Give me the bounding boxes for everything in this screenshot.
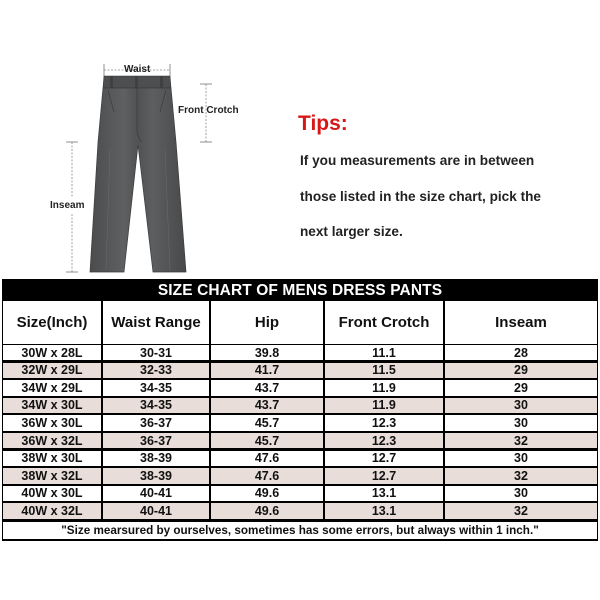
cell-inseam: 29 [445,363,597,378]
tips-line: If you measurements are in between [300,153,535,168]
cell-hip: 43.7 [211,398,323,413]
cell-front-crotch: 13.1 [325,503,443,518]
cell-front-crotch: 11.9 [325,398,443,413]
cell-size: 38W x 32L [3,468,101,483]
cell-hip: 41.7 [211,363,323,378]
cell-waist-range: 38-39 [103,451,209,466]
table-title: SIZE CHART OF MENS DRESS PANTS [2,279,598,301]
cell-front-crotch: 12.3 [325,415,443,430]
cell-front-crotch: 13.1 [325,486,443,501]
waist-label: Waist [124,64,151,75]
cell-size: 30W x 28L [3,345,101,360]
cell-size: 40W x 30L [3,486,101,501]
cell-waist-range: 40-41 [103,486,209,501]
cell-size: 34W x 29L [3,380,101,395]
cell-waist-range: 36-37 [103,415,209,430]
table-footnote: "Size mearsured by ourselves, sometimes has some errors, but always within 1 inch." [3,522,597,539]
cell-front-crotch: 11.1 [325,345,443,360]
cell-size: 38W x 30L [3,451,101,466]
cell-inseam: 30 [445,398,597,413]
pants-illustration [0,0,290,278]
cell-front-crotch: 12.3 [325,433,443,448]
cell-hip: 45.7 [211,415,323,430]
cell-front-crotch: 12.7 [325,451,443,466]
cell-hip: 43.7 [211,380,323,395]
header-waist-range: Waist Range [103,301,209,344]
header-size: Size(Inch) [3,301,101,344]
tips-line: next larger size. [300,224,403,239]
cell-inseam: 32 [445,433,597,448]
cell-inseam: 30 [445,415,597,430]
front-crotch-label: Front Crotch [178,105,239,116]
cell-front-crotch: 11.9 [325,380,443,395]
header-hip: Hip [211,301,323,344]
cell-waist-range: 34-35 [103,398,209,413]
cell-hip: 47.6 [211,451,323,466]
cell-inseam: 32 [445,503,597,518]
pants-diagram [0,0,290,278]
cell-inseam: 30 [445,451,597,466]
cell-waist-range: 40-41 [103,503,209,518]
cell-waist-range: 30-31 [103,345,209,360]
cell-waist-range: 36-37 [103,433,209,448]
cell-inseam: 30 [445,486,597,501]
cell-waist-range: 32-33 [103,363,209,378]
cell-front-crotch: 11.5 [325,363,443,378]
cell-front-crotch: 12.7 [325,468,443,483]
header-inseam: Inseam [445,301,597,344]
inseam-label: Inseam [50,200,85,211]
tips-title: Tips: [298,112,348,135]
cell-size: 36W x 30L [3,415,101,430]
cell-hip: 47.6 [211,468,323,483]
size-chart-table [2,279,598,541]
tips-line: those listed in the size chart, pick the [300,189,541,204]
cell-size: 34W x 30L [3,398,101,413]
cell-hip: 49.6 [211,486,323,501]
cell-hip: 45.7 [211,433,323,448]
cell-inseam: 28 [445,345,597,360]
cell-size: 40W x 32L [3,503,101,518]
cell-size: 32W x 29L [3,363,101,378]
cell-size: 36W x 32L [3,433,101,448]
cell-inseam: 32 [445,468,597,483]
cell-waist-range: 34-35 [103,380,209,395]
cell-hip: 39.8 [211,345,323,360]
cell-inseam: 29 [445,380,597,395]
header-front-crotch: Front Crotch [325,301,443,344]
cell-hip: 49.6 [211,503,323,518]
cell-waist-range: 38-39 [103,468,209,483]
